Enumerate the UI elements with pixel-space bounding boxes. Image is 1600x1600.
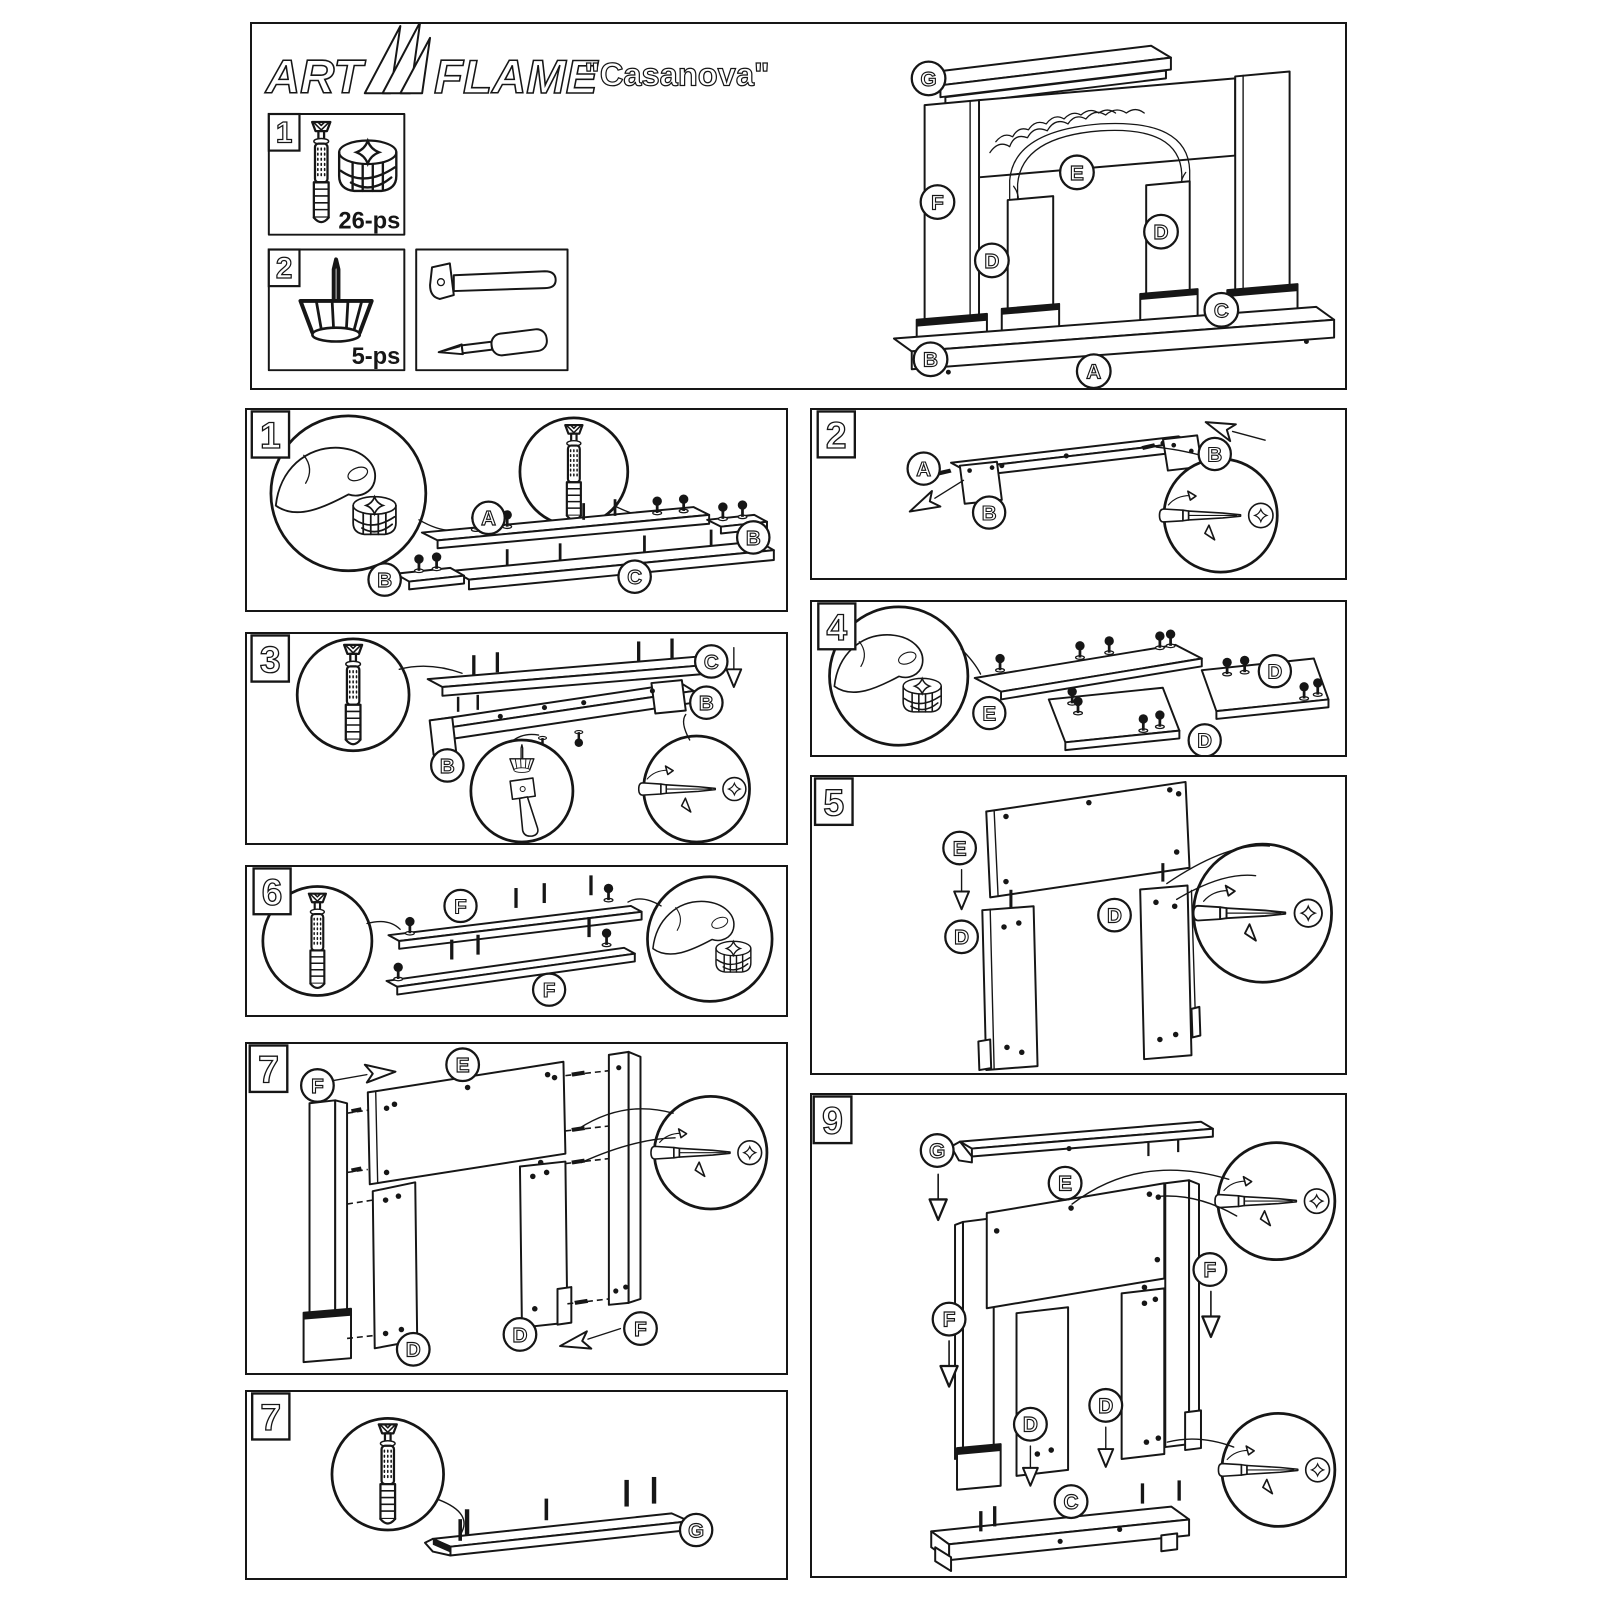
flame-icon: [365, 24, 430, 93]
svg-text:D: D: [405, 1338, 421, 1362]
svg-text:E: E: [455, 1054, 470, 1078]
dowel-pin-icon: [979, 1511, 982, 1531]
part-label-E: [973, 697, 1005, 729]
part-label-D: [945, 921, 978, 954]
down-arrow-icon: [1202, 1291, 1219, 1337]
svg-text:D: D: [1022, 1413, 1038, 1437]
brand-art-text: ART: [265, 51, 363, 105]
leader-line: [367, 922, 400, 930]
down-arrow-icon: [930, 1174, 947, 1220]
part-label-E: [943, 832, 976, 865]
part-label-B: [1199, 438, 1231, 470]
part-label-G: [921, 1134, 954, 1167]
part-label-B: [973, 496, 1005, 528]
svg-text:F: F: [634, 1317, 647, 1341]
part-label-F: [624, 1312, 657, 1345]
svg-text:C: C: [1213, 299, 1229, 323]
svg-text:B: B: [745, 526, 761, 550]
part-label-D: [975, 244, 1009, 278]
part-label-C: [1205, 293, 1239, 327]
svg-text:2: 2: [275, 252, 293, 286]
cam-bolt-mark: [571, 1071, 585, 1077]
dowel-pin-icon: [514, 888, 517, 908]
part-label-D: [504, 1318, 537, 1351]
board-d: [1122, 1288, 1165, 1459]
part-label-B: [431, 749, 463, 781]
svg-text:B: B: [698, 692, 714, 716]
part-label-A: [1077, 354, 1111, 388]
svg-text:B: B: [981, 501, 997, 525]
part-label-D: [1098, 899, 1131, 932]
part-label-B: [368, 563, 400, 595]
direction-arrow-icon: [906, 479, 970, 518]
svg-text:D: D: [954, 926, 970, 950]
svg-text:B: B: [923, 348, 939, 372]
svg-text:C: C: [1063, 1491, 1079, 1515]
svg-text:B: B: [1207, 443, 1223, 467]
step-panel-3: [245, 632, 788, 845]
board-d: [1017, 1307, 1069, 1476]
svg-text:A: A: [1086, 360, 1102, 384]
board-e: [975, 645, 1202, 700]
hardware-1-qty: 26-ps: [338, 208, 401, 235]
step-panel-2: [810, 408, 1347, 580]
part-label-C: [618, 560, 650, 592]
svg-text:F: F: [454, 895, 467, 919]
board-g: [425, 1513, 689, 1555]
hardware-box-2: [269, 250, 405, 371]
part-label-D: [397, 1333, 430, 1366]
svg-text:D: D: [1098, 1394, 1114, 1418]
step-badge: [252, 411, 289, 457]
board-e: [986, 782, 1189, 897]
board-f: [387, 948, 635, 995]
svg-text:D: D: [1197, 729, 1213, 753]
part-label-A: [472, 502, 504, 534]
brand-flame-text: FLAME: [434, 51, 598, 105]
header-panel: [250, 22, 1347, 390]
part-label-D: [1144, 215, 1178, 249]
step-badge: [250, 1045, 288, 1091]
svg-text:D: D: [512, 1323, 528, 1347]
step-badge: [815, 778, 852, 824]
step-panel-6: [245, 865, 788, 1017]
model-name: "Casanova": [584, 55, 770, 93]
svg-text:2: 2: [825, 414, 847, 457]
hardware-2-badge: [269, 250, 300, 287]
part-label-D: [1259, 655, 1291, 687]
board-f: [304, 1100, 351, 1362]
tools-box: [416, 250, 567, 371]
hardware-box-1: [269, 114, 405, 235]
down-arrow-icon: [1098, 1427, 1113, 1467]
svg-text:G: G: [688, 1519, 705, 1543]
part-label-E: [1049, 1167, 1082, 1200]
step-panel-9: [810, 1093, 1347, 1578]
part-label-G: [912, 62, 946, 96]
brand-logo: [265, 24, 770, 104]
svg-text:D: D: [1267, 660, 1283, 684]
svg-text:C: C: [627, 566, 643, 590]
part-label-F: [933, 1303, 966, 1336]
hardware-1-badge: [269, 114, 300, 151]
svg-text:F: F: [931, 191, 944, 215]
part-label-F: [921, 185, 955, 219]
down-arrow-icon: [954, 870, 969, 909]
left-inner-leg: [1008, 196, 1054, 315]
svg-text:F: F: [542, 978, 556, 1002]
step-badge: [252, 635, 289, 681]
part-label-D: [1189, 724, 1221, 755]
leader-line: [399, 666, 462, 673]
svg-text:F: F: [1203, 1258, 1217, 1282]
svg-text:E: E: [1070, 161, 1084, 185]
svg-text:7: 7: [258, 1048, 279, 1091]
svg-text:4: 4: [826, 606, 848, 649]
part-label-G: [680, 1514, 712, 1546]
board-c: [453, 541, 774, 589]
part-label-F: [444, 890, 476, 922]
svg-text:G: G: [929, 1139, 946, 1163]
svg-text:E: E: [1058, 1172, 1073, 1196]
svg-text:D: D: [1107, 904, 1122, 928]
svg-text:D: D: [984, 249, 1000, 273]
direction-arrow-icon: [333, 1065, 395, 1083]
part-label-F: [1194, 1253, 1227, 1286]
cam-bolt-icon: [995, 654, 1004, 672]
step-panel-7: [245, 1042, 788, 1375]
svg-text:C: C: [703, 650, 719, 674]
svg-text:F: F: [942, 1308, 956, 1332]
part-label-D: [1089, 1389, 1122, 1422]
fireplace-overview: [894, 46, 1334, 375]
part-label-B: [737, 521, 769, 553]
svg-text:E: E: [982, 702, 997, 726]
svg-text:F: F: [311, 1074, 324, 1098]
step-panel-4: [810, 600, 1347, 757]
svg-text:1: 1: [275, 116, 293, 150]
part-label-A: [908, 452, 940, 484]
svg-text:D: D: [1153, 221, 1169, 245]
svg-text:5: 5: [823, 781, 845, 824]
board-d: [373, 1182, 417, 1348]
step-panel-5: [810, 775, 1347, 1075]
svg-text:9: 9: [822, 1099, 844, 1142]
board-d: [978, 906, 1037, 1070]
svg-text:B: B: [377, 568, 393, 592]
part-label-E: [446, 1048, 479, 1081]
svg-text:7: 7: [260, 1396, 282, 1439]
step-badge: [814, 1096, 852, 1143]
step-badge: [252, 1393, 289, 1439]
dowel-pin-icon: [458, 1519, 462, 1541]
dowel-pin-icon: [1009, 890, 1012, 908]
part-label-B: [914, 343, 948, 377]
svg-text:3: 3: [259, 638, 281, 681]
down-arrow-icon: [726, 648, 741, 687]
hardware-2-qty: 5-ps: [351, 344, 401, 371]
part-label-B: [690, 686, 722, 718]
svg-text:1: 1: [260, 414, 281, 457]
board-b: [395, 568, 464, 590]
board-c: [931, 1507, 1189, 1571]
dashed-guide: [565, 1071, 608, 1304]
svg-text:A: A: [481, 507, 496, 531]
part-label-F: [301, 1069, 334, 1102]
board-d: [520, 1162, 571, 1328]
svg-text:G: G: [920, 67, 937, 91]
part-label-C: [695, 645, 727, 677]
svg-text:E: E: [952, 837, 967, 861]
board-f: [388, 906, 641, 949]
step-badge: [818, 411, 855, 457]
board-d: [1140, 886, 1200, 1060]
svg-text:B: B: [439, 754, 455, 778]
direction-arrow-icon: [558, 1327, 622, 1353]
svg-text:6: 6: [261, 871, 283, 913]
step-panel-1: [245, 408, 788, 612]
step-badge: [254, 868, 291, 914]
board-g: [951, 1122, 1213, 1163]
board-f: [1165, 1180, 1201, 1450]
step-panel-7b: [245, 1390, 788, 1580]
part-label-F: [533, 974, 565, 1006]
step-badge: [818, 603, 855, 649]
cam-bolt-icon: [604, 884, 613, 902]
part-label-C: [1055, 1485, 1088, 1518]
part-label-E: [1060, 156, 1094, 190]
dowel-pin-icon: [472, 655, 475, 675]
part-label-D: [1014, 1408, 1047, 1441]
board-f: [609, 1052, 641, 1305]
svg-text:A: A: [916, 457, 932, 481]
